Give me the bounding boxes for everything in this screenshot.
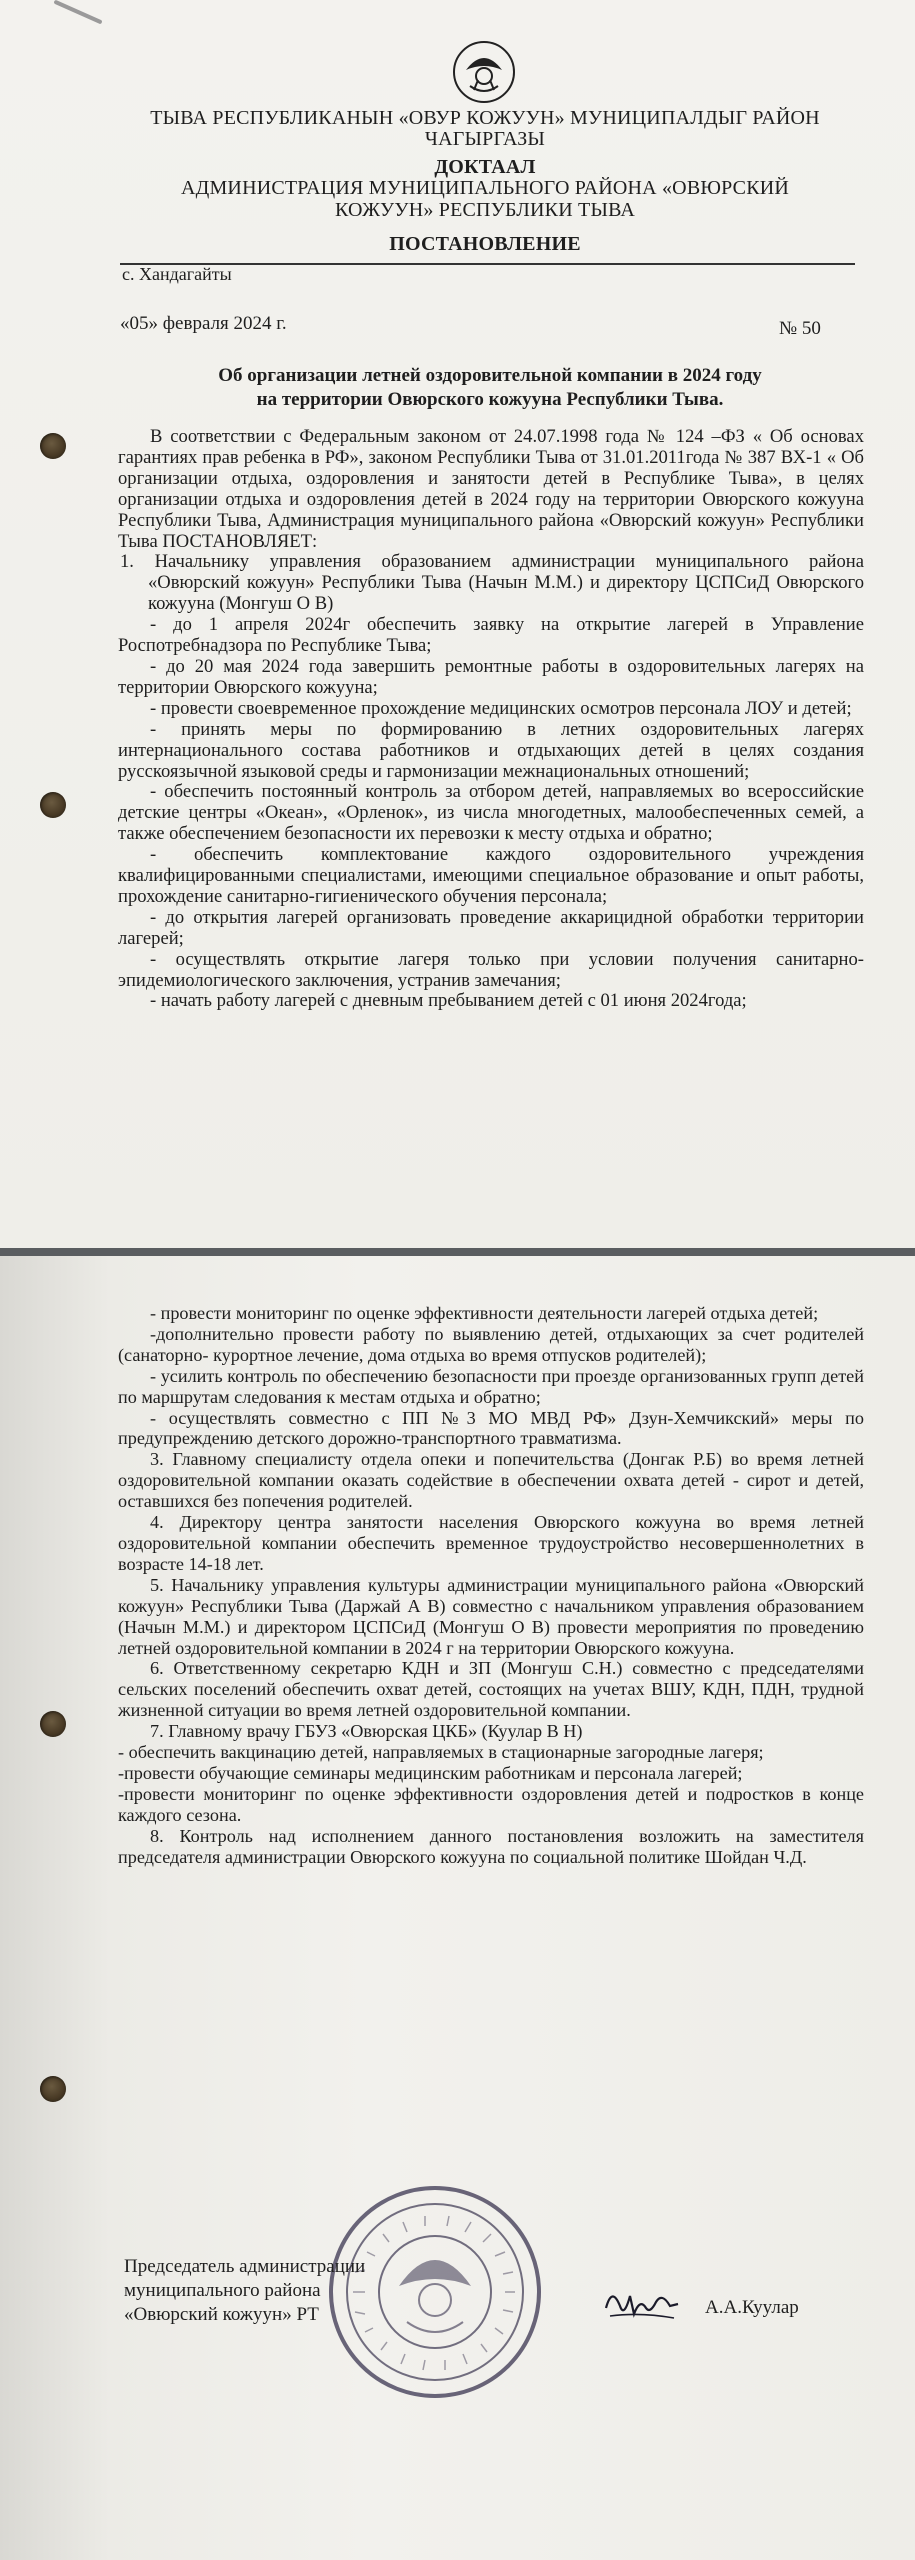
bullet-item: -дополнительно провести работу по выявлению детей, отдыхающих за счет родителей (санаторно- курортное лечение, дома отдыха во время отпусков родителей); — [118, 1323, 864, 1365]
bullet-item: -провести мониторинг по оценке эффективности оздоровления детей и подростков в конце каждого сезона. — [118, 1783, 864, 1825]
bullet-item: - обеспечить комплектование каждого оздоровительного учреждения квалифицированными специалистами, имеющими специальное образование и опыт работы, прохождение санитарно-гигиенического обучения персонала; — [118, 844, 864, 907]
bullet-item: - принять меры по формированию в летних оздоровительных лагерях интернационального состава работников и отдыхающих детей в целях создания русскоязычной языковой среды и гармонизации межнациональных отношений; — [118, 718, 864, 782]
bullet-item: - обеспечить вакцинацию детей, направляемых в стационарные загородные лагеря; — [118, 1742, 764, 1763]
bullet-item: - усилить контроль по обеспечению безопасности при проезде организованных групп детей по маршрутам следования к местам отдыха и обратно; — [118, 1365, 864, 1407]
item-8: 8. Контроль над исполнением данного постановления возложить на заместителя председателя администрации Овюрского кожууна по социальной политике Шойдан Ч.Д. — [118, 1825, 864, 1867]
signatory-line-3: «Овюрский кожуун» РТ — [124, 2304, 319, 2325]
document-body-page-1 — [118, 427, 864, 1012]
item-4: 4. Директору центра занятости населения Овюрского кожууна во время летней оздоровительной компании обеспечить временное трудоустройство несовершеннолетних в возрасте 14-18 лет. — [118, 1512, 864, 1574]
document-body-page-2 — [118, 1303, 864, 1867]
punch-hole — [40, 792, 66, 818]
punch-hole — [40, 1711, 66, 1737]
bullet-item: - до 20 мая 2024 года завершить ремонтные работы в оздоровительных лагерях на территории Овюрского кожууна; — [118, 655, 864, 698]
signatory-line-1: Председатель администрации — [124, 2256, 366, 2277]
item-3: 3. Главному специалисту отдела опеки и попечительства (Донгак Р.Б) во время летней оздоровительной компании оказать содействие в обеспечении охвата детей - сирот и детей, оставшихся без попечения родителей. — [118, 1449, 864, 1512]
bullet-item: - осуществлять открытие лагеря только при условии получения санитарно-эпидемиологического заключения, устранив замечания; — [118, 948, 864, 991]
signatory-block — [124, 2255, 365, 2327]
header-line-5: КОЖУУН» РЕСПУБЛИКИ ТЫВА — [334, 199, 636, 221]
bullet-item: - обеспечить постоянный контроль за отбором детей, направляемых во всероссийские детские центры «Океан», «Орленок», из числа многодетных, малообеспеченных семей, а также обеспечением безопасности их перевозки к месту отдыха и обратно; — [118, 781, 864, 845]
item-6: 6. Ответственному секретарю КДН и ЗП (Монгуш С.Н.) совместно с председателями сельских поселений обеспечить охват детей, состоящих на учетах ВШУ, КДН, ПДН, трудной жизненной ситуации во время летней оздоровительной компании. — [118, 1658, 864, 1721]
title-line-1: Об организации летней оздоровительной компании в 2024 году — [218, 365, 762, 386]
header-line-6: ПОСТАНОВЛЕНИЕ — [389, 233, 581, 255]
bullet-item: - до открытия лагерей организовать проведение аккарицидной обработки территории лагерей; — [118, 906, 864, 949]
document-title — [120, 364, 860, 412]
bullet-item: - начать работу лагерей с дневным пребыванием детей с 01 июня 2024года; — [150, 990, 747, 1012]
document-date: «05» февраля 2024 г. — [120, 313, 287, 334]
bullet-item: -провести обучающие семинары медицинским работникам и персонала лагерей; — [118, 1762, 743, 1783]
staple — [53, 0, 102, 24]
bullet-item: - до 1 апреля 2024г обеспечить заявку на открытие лагерей в Управление Роспотребнадзора по Республике Тыва; — [118, 614, 864, 657]
item-1: 1. Начальнику управления образованием администрации муниципального района «Овюрский кожуун» Республики Тыва (Начын М.М.) и директору ЦСПСиД Овюрского кожууна (Монгуш О В) — [120, 551, 864, 615]
document-page-1 — [0, 0, 915, 1248]
signatory-name: А.А.Куулар — [705, 2297, 799, 2318]
bullet-item: - осуществлять совместно с ПП №3 МО МВД РФ» Дзун-Хемчикский» меры по предупреждению детского дорожно-транспортного травматизма. — [118, 1407, 864, 1449]
punch-hole — [40, 433, 66, 459]
header-line-3: ДОКТААЛ — [434, 156, 536, 178]
emblem-icon — [452, 40, 516, 104]
item-7: 7. Главному врачу ГБУЗ «Овюрская ЦКБ» (Куулар В Н) — [150, 1721, 583, 1742]
header-line-1: ТЫВА РЕСПУБЛИКАНЫН «ОВУР КОЖУУН» МУНИЦИПАЛДЫГ РАЙОН — [150, 107, 820, 129]
place: с. Хандагайты — [122, 264, 232, 284]
punch-hole — [40, 2076, 66, 2102]
header-line-2: ЧАГЫРГАЗЫ — [424, 128, 546, 150]
bullet-item: - провести мониторинг по оценке эффективности деятельности лагерей отдыха детей; — [150, 1303, 819, 1323]
item-5: 5. Начальнику управления культуры администрации муниципального района «Овюрский кожуун» Республики Тыва (Даржай А В) совместно с начальником управления образованием (Начын М.М.) и директором ЦСПСиД (Монгуш О В) провести мероприятия по проведению летней оздоровительной компании в 2024 г на территории Овюрского кожууна. — [118, 1574, 864, 1658]
signatory-line-2: муниципального района — [124, 2280, 321, 2301]
intro-paragraph: В соответствии с Федеральным законом от 24.07.1998 года № 124 –ФЗ « Об основах гарантиях прав ребенка в РФ», законом Республики Тыва от 31.01.2011года № 387 ВХ-1 « Об организации отдыха, оздоровления и занятости детей в Республике Тыва», в целях организации отдыха и оздоровления детей в 2024 году на территории Овюрского кожууна Республики Тыва, Администрация муниципального района «Овюрский кожуун» Республики Тыва ПОСТАНОВЛЯЕТ: — [118, 426, 864, 552]
title-line-2: на территории Овюрского кожууна Республики Тыва. — [256, 389, 724, 410]
handwritten-signature — [600, 2278, 700, 2328]
header-line-4: АДМИНИСТРАЦИЯ МУНИЦИПАЛЬНОГО РАЙОНА «ОВЮРСКИЙ — [180, 177, 790, 199]
bullet-item: - провести своевременное прохождение медицинских осмотров персонала ЛОУ и детей; — [150, 697, 852, 719]
document-number: № 50 — [779, 318, 821, 339]
